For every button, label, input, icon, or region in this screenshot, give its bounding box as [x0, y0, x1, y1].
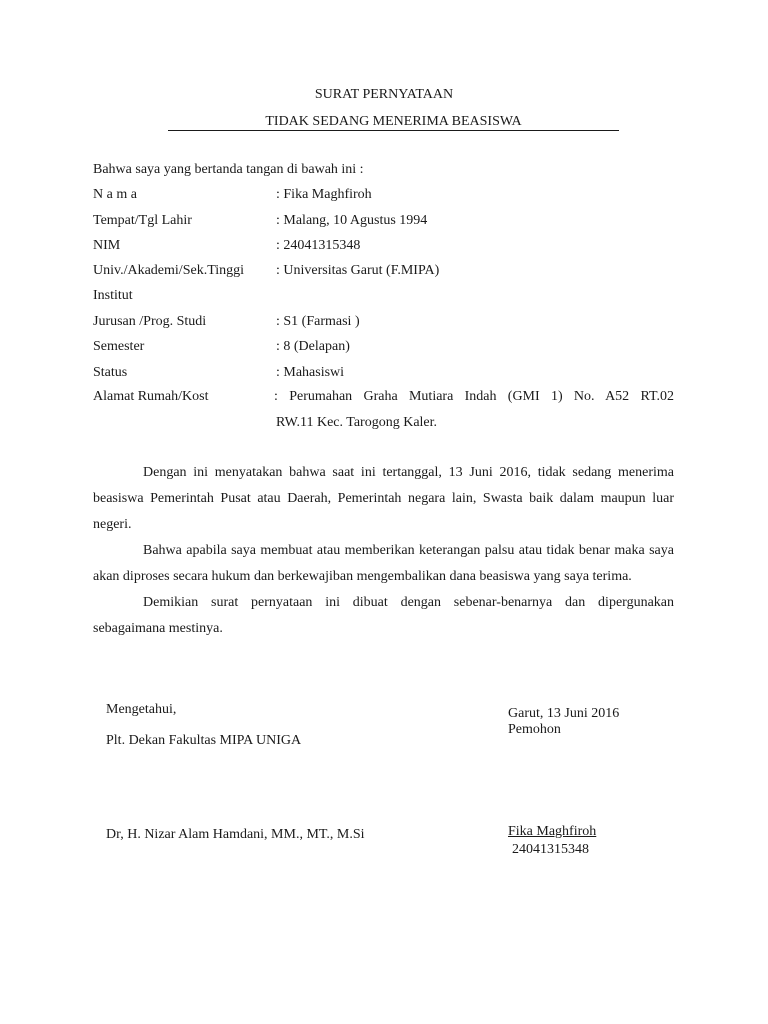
- field-label-name: N a m a: [93, 187, 137, 202]
- field-label-birth: Tempat/Tgl Lahir: [93, 213, 192, 228]
- field-label-status: Status: [93, 365, 128, 380]
- field-value-birth: : Malang, 10 Agustus 1994: [276, 213, 428, 228]
- field-value-address: : Perumahan Graha Mutiara Indah (GMI 1) No. A52 RT.02: [274, 389, 674, 404]
- document-subtitle: TIDAK SEDANG MENERIMA BEASISWA: [168, 113, 619, 131]
- applicant-name: Fika Maghfiroh: [508, 824, 597, 839]
- field-value-major: : S1 (Farmasi ): [276, 314, 360, 329]
- field-label-major: Jurusan /Prog. Studi: [93, 314, 207, 329]
- acknowledge-label: Mengetahui,: [106, 702, 177, 717]
- intro-statement: Bahwa saya yang bertanda tangan di bawah ini :: [93, 162, 364, 177]
- field-value-name: : Fika Maghfiroh: [276, 187, 372, 202]
- field-value-status: : Mahasiswi: [276, 365, 345, 380]
- paragraph-consequence: Bahwa apabila saya membuat atau memberikan keterangan palsu atau tidak benar maka saya akan diproses secara hukum dan berkewajiban mengembalikan dana beasiswa yang saya terima.: [93, 543, 674, 584]
- document-title: SURAT PERNYATAAN: [314, 87, 454, 102]
- place-date: Garut, 13 Juni 2016: [508, 706, 620, 721]
- statement-body: [93, 460, 674, 642]
- field-value-nim: : 24041315348: [276, 238, 361, 253]
- dean-name: Dr, H. Nizar Alam Hamdani, MM., MT., M.Si: [106, 827, 365, 842]
- field-value-university: : Universitas Garut (F.MIPA): [276, 263, 440, 278]
- field-value-address-continued: RW.11 Kec. Tarogong Kaler.: [276, 415, 438, 430]
- field-label-address: Alamat Rumah/Kost: [93, 389, 209, 404]
- dean-position: Plt. Dekan Fakultas MIPA UNIGA: [106, 733, 302, 748]
- paragraph-declaration: Dengan ini menyatakan bahwa saat ini tertanggal, 13 Juni 2016, tidak sedang menerima beasiswa Pemerintah Pusat atau Daerah, Pemerintah negara lain, Swasta baik dalam maupun luar negeri.: [93, 465, 674, 532]
- field-label-institute: Institut: [93, 288, 133, 303]
- field-label-nim: NIM: [93, 238, 121, 253]
- field-label-semester: Semester: [93, 339, 145, 354]
- field-label-university: Univ./Akademi/Sek.Tinggi: [93, 263, 245, 278]
- paragraph-closing: Demikian surat pernyataan ini dibuat dengan sebenar-benarnya dan dipergunakan sebagaimana mestinya.: [93, 595, 674, 636]
- field-value-semester: : 8 (Delapan): [276, 339, 350, 354]
- applicant-nim: 24041315348: [512, 842, 589, 857]
- applicant-role: Pemohon: [508, 722, 561, 737]
